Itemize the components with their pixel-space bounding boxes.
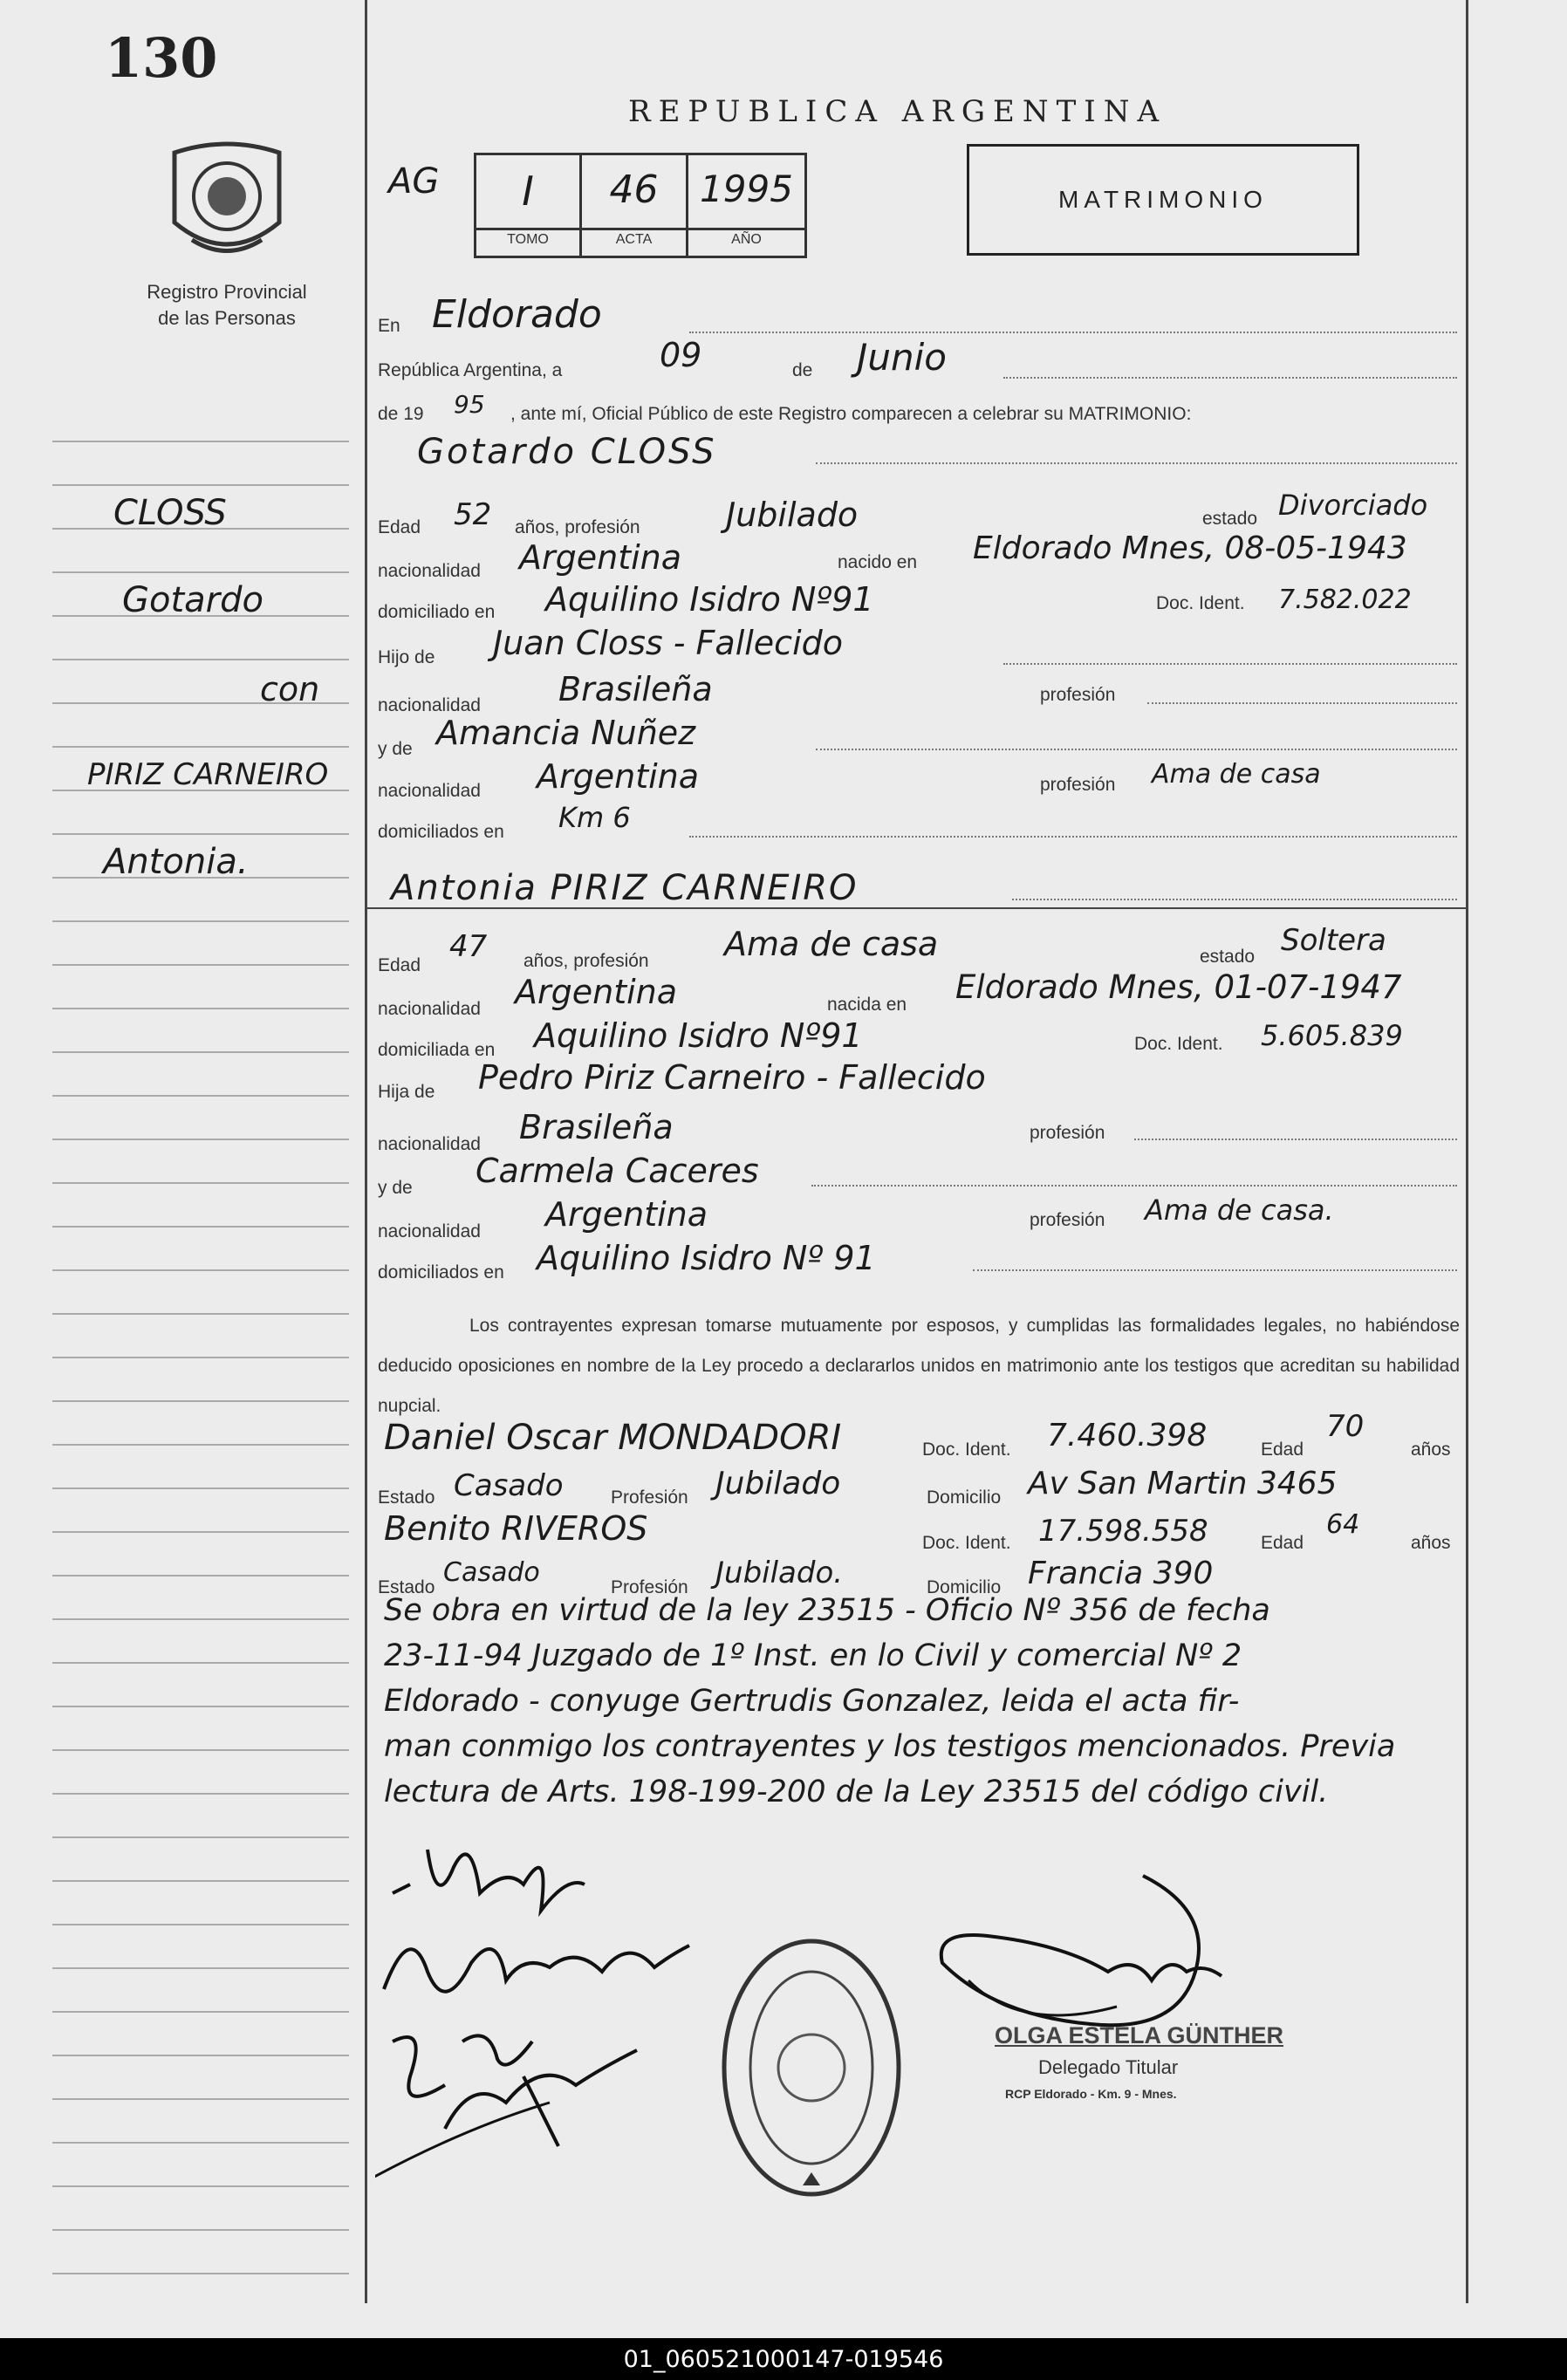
note-line-3: Eldorado - conyuge Gertrudis Gonzalez, leida el acta fir-	[384, 1684, 1240, 1719]
groom-mother-prof-label: profesión	[1040, 775, 1116, 795]
witness2-anos-label: años	[1411, 1533, 1451, 1553]
witness2-edad-label: Edad	[1261, 1533, 1304, 1553]
groom-hijo-label: Hijo de	[378, 647, 435, 667]
groom-address: Aquilino Isidro Nº91	[545, 580, 874, 619]
ruled-line	[52, 659, 349, 660]
margin-line-1: CLOSS	[113, 493, 227, 533]
ruled-line	[52, 1139, 349, 1140]
groom-mother: Amancia Nuñez	[436, 714, 696, 752]
image-id-footer: 01_060521000147-019546	[0, 2338, 1567, 2380]
groom-age: 52	[454, 497, 492, 532]
ano-value: 1995	[700, 168, 793, 210]
ruled-line	[52, 1313, 349, 1315]
groom-mother-nac-label: nacionalidad	[378, 781, 481, 801]
groom-civil-status: Divorciado	[1278, 489, 1428, 522]
bride-parents-domicilio-label: domiciliados en	[378, 1262, 504, 1282]
groom-profession: Jubilado	[726, 496, 859, 534]
groom-father-nationality: Brasileña	[558, 670, 713, 708]
witness1-estado-label: Estado	[378, 1488, 435, 1508]
margin-line-3: con	[260, 670, 320, 708]
ruled-line	[52, 484, 349, 486]
groom-father-nac-label: nacionalidad	[378, 695, 481, 715]
bride-profesion-label: años, profesión	[523, 951, 649, 971]
ruled-line	[52, 1924, 349, 1925]
bride-nacida-label: nacida en	[827, 995, 907, 1015]
bride-nationality: Argentina	[515, 973, 678, 1011]
witness1-anos-label: años	[1411, 1440, 1451, 1460]
official-office: RCP Eldorado - Km. 9 - Mnes.	[1005, 2087, 1177, 2101]
ag-annotation: AG	[388, 161, 440, 202]
place-value: Eldorado	[432, 292, 602, 337]
bride-edad-label: Edad	[378, 955, 421, 975]
witness2-estado-label: Estado	[378, 1577, 435, 1597]
ruled-line	[52, 2273, 349, 2274]
ruled-line	[52, 1008, 349, 1009]
month-value: Junio	[857, 336, 947, 379]
ruled-line	[52, 1575, 349, 1576]
witness2-name: Benito RIVEROS	[384, 1509, 648, 1548]
witness2-status: Casado	[443, 1557, 540, 1588]
note-line-2: 23-11-94 Juzgado de 1º Inst. en lo Civil y comercial Nº 2	[384, 1638, 1242, 1673]
groom-nacionalidad-label: nacionalidad	[378, 561, 481, 581]
note-line-1: Se obra en virtud de la ley 23515 - Oficio Nº 356 de fecha	[384, 1593, 1270, 1628]
witness2-age: 64	[1326, 1509, 1360, 1540]
bride-birth: Eldorado Mnes, 01-07-1947	[955, 968, 1402, 1006]
witness2-doc: 17.598.558	[1038, 1514, 1208, 1549]
witness1-edad-label: Edad	[1261, 1440, 1304, 1460]
ruled-line	[52, 1793, 349, 1795]
groom-edad-label: Edad	[378, 517, 421, 537]
legal-paragraph: Los contrayentes expresan tomarse mutuamente por esposos, y cumplidas las formalidades legales, no habiéndose deducido oposiciones en nombre de la Ley procedo a declararlos unidos en matrimonio ante los testigos que acreditan su habilidad nupcial.	[378, 1316, 1460, 1416]
groom-father: Juan Closs - Fallecido	[493, 624, 844, 662]
ruled-line	[52, 1095, 349, 1097]
witness2-domicilio-label: Domicilio	[927, 1577, 1002, 1597]
witness2-doc-label: Doc. Ident.	[922, 1533, 1011, 1553]
official-stamp-icon	[715, 1932, 907, 2203]
bride-mother-nationality: Argentina	[545, 1195, 708, 1234]
bride-mother-nac-label: nacionalidad	[378, 1221, 481, 1241]
witness1-age: 70	[1326, 1409, 1365, 1444]
witness2-profesion-label: Profesión	[611, 1577, 688, 1597]
page-number: 130	[105, 26, 218, 90]
ruled-line	[52, 1269, 349, 1271]
margin-line-5: Antonia.	[103, 842, 249, 882]
ruled-line	[52, 2142, 349, 2144]
groom-parents-address: Km 6	[558, 801, 631, 834]
bride-name: Antonia PIRIZ CARNEIRO	[391, 868, 859, 908]
bride-doc-label: Doc. Ident.	[1134, 1034, 1223, 1054]
republic-label: República Argentina, a	[378, 360, 563, 380]
groom-domicilio-label: domiciliado en	[378, 602, 496, 622]
document-type-box	[967, 144, 1359, 256]
ruled-line	[52, 1880, 349, 1882]
ruled-line	[52, 1836, 349, 1838]
witness1-profesion-label: Profesión	[611, 1488, 688, 1508]
groom-profesion-label: años, profesión	[515, 517, 640, 537]
ruled-line	[52, 1967, 349, 1969]
ruled-line	[52, 1749, 349, 1751]
official-signature-icon	[916, 1858, 1248, 2050]
ruled-line	[52, 571, 349, 573]
ruled-line	[52, 920, 349, 922]
note-line-5: lectura de Arts. 198-199-200 de la Ley 23515 del código civil.	[384, 1775, 1329, 1809]
witness1-domicilio-label: Domicilio	[927, 1488, 1002, 1508]
acta-value: 46	[609, 168, 659, 212]
groom-birth: Eldorado Mnes, 08-05-1943	[973, 530, 1407, 566]
ruled-line	[52, 2185, 349, 2187]
bride-doc: 5.605.839	[1261, 1019, 1403, 1052]
de-label: de	[792, 360, 813, 380]
bride-nacionalidad-label: nacionalidad	[378, 999, 481, 1019]
groom-nacido-label: nacido en	[838, 552, 918, 572]
day-value: 09	[660, 336, 702, 374]
groom-nationality: Argentina	[519, 538, 682, 577]
ruled-line	[52, 2098, 349, 2100]
ruled-line	[52, 1444, 349, 1446]
record-number-box	[474, 153, 807, 258]
groom-father-prof-label: profesión	[1040, 685, 1116, 705]
witness1-doc: 7.460.398	[1047, 1418, 1208, 1453]
bride-father-prof-label: profesión	[1030, 1123, 1105, 1143]
official-title: Delegado Titular	[1038, 2056, 1179, 2078]
bride-father-nac-label: nacionalidad	[378, 1134, 481, 1154]
margin-line-2: Gotardo	[122, 580, 263, 620]
tomo-value: I	[522, 168, 534, 215]
party-signatures-icon	[375, 1815, 759, 2199]
witness2-address: Francia 390	[1028, 1556, 1214, 1591]
witness1-address: Av San Martin 3465	[1028, 1466, 1338, 1501]
groom-mother-label: y de	[378, 739, 413, 759]
groom-doc-label: Doc. Ident.	[1156, 593, 1245, 613]
witness2-profession: Jubilado.	[715, 1556, 844, 1590]
witness1-doc-label: Doc. Ident.	[922, 1440, 1011, 1460]
witness1-status: Casado	[454, 1468, 564, 1503]
document-type: MATRIMONIO	[1058, 186, 1268, 213]
ruled-line	[52, 1706, 349, 1707]
ruled-line	[52, 1531, 349, 1533]
bride-civil-status: Soltera	[1281, 923, 1386, 958]
bride-hija-label: Hija de	[378, 1082, 435, 1102]
bride-mother: Carmela Caceres	[476, 1152, 759, 1190]
groom-mother-nationality: Argentina	[537, 757, 700, 796]
groom-doc: 7.582.022	[1278, 585, 1412, 615]
bride-domicilio-label: domiciliada en	[378, 1040, 496, 1060]
witness1-profession: Jubilado	[715, 1466, 841, 1501]
ruled-line	[52, 1400, 349, 1402]
tomo-label: TOMO	[507, 232, 549, 247]
bride-mother-prof-label: profesión	[1030, 1210, 1105, 1230]
country-title: REPUBLICA ARGENTINA	[628, 94, 1167, 129]
bride-father: Pedro Piriz Carneiro - Fallecido	[478, 1058, 986, 1097]
ruled-line	[52, 441, 349, 442]
groom-parents-domicilio-label: domiciliados en	[378, 822, 504, 842]
groom-name: Gotardo CLOSS	[417, 432, 717, 472]
year-suffix: 95	[454, 390, 485, 419]
ruled-line	[52, 1051, 349, 1053]
bride-mother-profession: Ama de casa.	[1145, 1193, 1334, 1227]
ruled-line	[52, 2055, 349, 2056]
ruled-line	[52, 1182, 349, 1184]
bride-father-nationality: Brasileña	[519, 1108, 674, 1146]
margin-line-4: PIRIZ CARNEIRO	[87, 757, 329, 792]
ano-label: AÑO	[731, 232, 762, 247]
ruled-line	[52, 746, 349, 748]
registry-name-line1: Registro Provincial	[147, 281, 307, 303]
ruled-line	[52, 1662, 349, 1664]
groom-estado-label: estado	[1202, 509, 1258, 529]
intro-statement: , ante mí, Oficial Público de este Registro comparecen a celebrar su MATRIMONIO:	[510, 404, 1192, 424]
ruled-line	[52, 833, 349, 835]
registry-seal-icon	[157, 135, 297, 266]
acta-label: ACTA	[615, 232, 653, 247]
ruled-line	[52, 2229, 349, 2231]
right-margin-rule	[1466, 0, 1468, 2303]
ruled-line	[52, 2011, 349, 2013]
ruled-line	[52, 964, 349, 966]
ruled-line	[52, 1488, 349, 1489]
bride-address: Aquilino Isidro Nº91	[534, 1016, 863, 1055]
en-label: En	[378, 316, 400, 336]
bride-profession: Ama de casa	[724, 925, 939, 963]
left-column-rule	[365, 0, 367, 2303]
witness1-name: Daniel Oscar MONDADORI	[384, 1418, 842, 1458]
official-name: OLGA ESTELA GÜNTHER	[995, 2022, 1284, 2048]
bride-age: 47	[449, 929, 488, 964]
note-line-4: man conmigo los contrayentes y los testigos mencionados. Previa	[384, 1729, 1396, 1764]
bride-mother-label: y de	[378, 1178, 413, 1198]
bride-estado-label: estado	[1200, 947, 1256, 967]
bride-parents-address: Aquilino Isidro Nº 91	[537, 1239, 876, 1277]
ruled-line	[52, 1226, 349, 1228]
registry-name-line2: de las Personas	[158, 307, 296, 329]
ruled-line	[52, 1357, 349, 1358]
ruled-line	[52, 1618, 349, 1620]
groom-mother-profession: Ama de casa	[1152, 759, 1321, 790]
year-prefix: de 19	[378, 404, 424, 424]
